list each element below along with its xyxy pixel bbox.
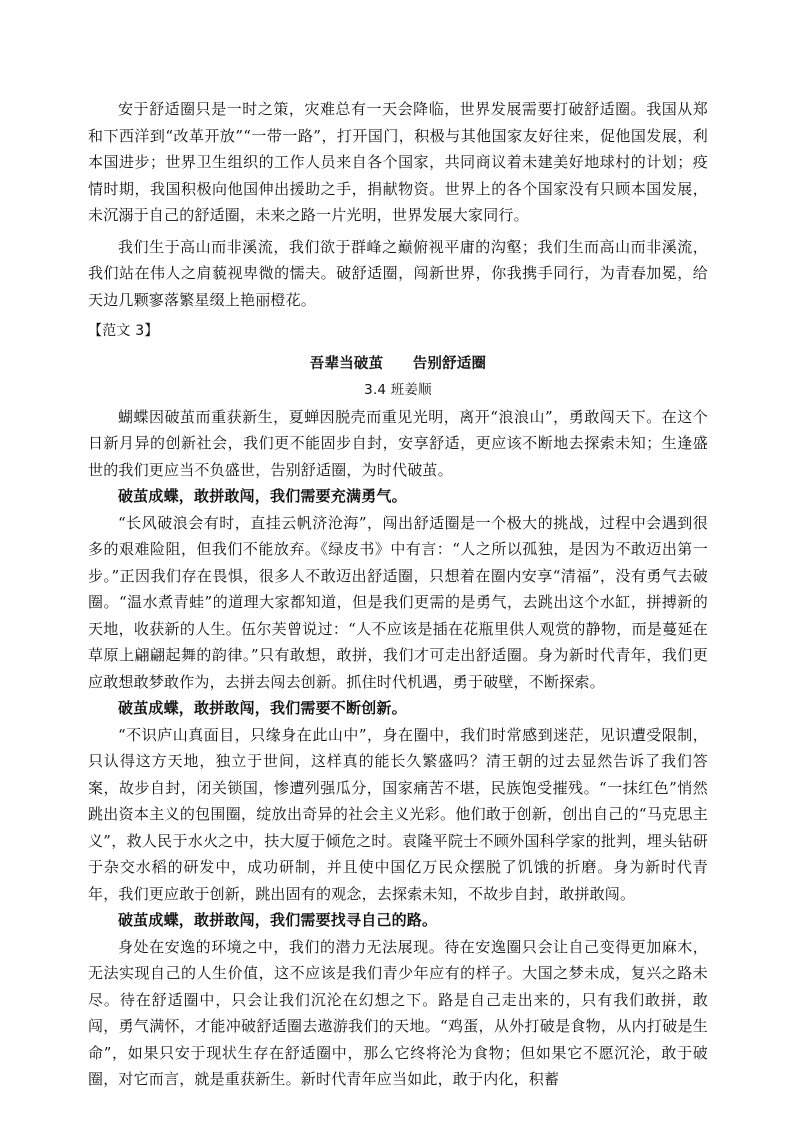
paragraph: 安于舒适圈只是一时之策，灾难总有一天会降临，世界发展需要打破舒适圈。我国从郑和下西洋到“改革开放”“一带一路”，打开国门，积极与其他国家友好往来，促他国发展，利本国进步；世界卫生组织的工作人员来自各个国家，共同商议着未建美好地球村的计划；疫情时期，我国积极向他国伸出援助之手，捐献物资。世界上的各个国家没有只顾本国发展，未沉溺于自己的舒适圈，未来之路一片光明，世界发展大家同行。 <box>88 100 708 224</box>
subheading: 破茧成蝶，敢拼敢闯，我们需要找寻自己的路。 <box>118 911 438 929</box>
author-line: 3.4 班姜顺 <box>364 382 432 398</box>
paragraph: 身处在安逸的环境之中，我们的潜力无法展现。待在安逸圈只会让自己变得更加麻木，无法实现自己的人生价值，这不应该是我们青少年应有的样子。大国之梦未成，复兴之路未尽。待在舒适圈中，只会让我们沉沦在幻想之下。路是自己走出来的，只有我们敢拼，敢闯，勇气满怀，才能冲破舒适圈去遨游我们的天地。“鸡蛋，从外打破是食物，从内打破是生命”，如果只安于现状生存在舒适圈中，那么它终将沦为食物；但如果它不愿沉沦，敢于破圈，对它而言，就是重获新生。新时代青年应当如此，敢于内化，积蓄 <box>88 937 708 1088</box>
paragraph: 蝴蝶因破茧而重获新生，夏蝉因脱壳而重见光明，离开“浪浪山”，勇敢闯天下。在这个日新月异的创新社会，我们更不能固步自封，安享舒适，更应该不断地去探索未知；生逢盛世的我们更应当不负盛世，告别舒适圈，为时代破茧。 <box>88 407 708 479</box>
section-label: 【范文 3】 <box>88 323 159 339</box>
paragraph: “长风破浪会有时，直挂云帆济沧海”，闯出舒适圈是一个极大的挑战，过程中会遇到很多的艰难险阻，但我们不能放弃。《绿皮书》中有言：“人之所以孤独，是因为不敢迈出第一步。”正因我们存在畏惧，很多人不敢迈出舒适圈，只想着在圈内安享“清福”，没有勇气去破圈。“温水煮青蛙”的道理大家都知道，但是我们更需的是勇气，去跳出这个水缸，拼搏新的天地，收获新的人生。伍尔芙曾说过：“人不应该是插在花瓶里供人观赏的静物，而是蔓延在草原上翩翩起舞的韵律。”只有敢想，敢拼，我们才可走出舒适圈。身为新时代青年，我们更应敢想敢梦敢作为，去拼去闯去创新。抓住时代机遇，勇于破壁，不断探索。 <box>88 513 708 691</box>
subheading: 破茧成蝶，敢拼敢闯，我们需要充满勇气。 <box>118 487 407 505</box>
paragraph: “不识庐山真面目，只缘身在此山中”，身在圈中，我们时常感到迷茫，见识遭受限制，只认得这方天地，独立于世间，这样真的能长久繁盛吗？清王朝的过去显然告诉了我们答案，故步自封，闭关锁国，惨遭列强瓜分，国家痛苦不堪，民族饱受摧残。“一抹红色”悄然跳出资本主义的包围圈，绽放出奇异的社会主义光彩。他们敢于创新，创出自己的“马克思主义”，救人民于水火之中，扶大厦于倾危之时。袁隆平院士不顾外国科学家的批判，埋头钻研于杂交水稻的研发中，成功研制，并且使中国亿万民众摆脱了饥饿的折磨。身为新时代青年，我们更应敢于创新，跳出固有的观念，去探索未知，不故步自封，敢拼敢闯。 <box>88 725 708 903</box>
document-body <box>88 96 708 1093</box>
essay-title: 吾辈当破茧 告别舒适圈 <box>309 355 487 372</box>
subheading: 破茧成蝶，敢拼敢闯，我们需要不断创新。 <box>118 699 407 717</box>
paragraph: 我们生于高山而非溪流，我们欲于群峰之巅俯视平庸的沟壑；我们生而高山而非溪流，我们站在伟人之肩藐视卑微的懦夫。破舒适圈，闯新世界，你我携手同行，为青春加冕，给天边几颗寥落繁星缀上艳丽橙花。 <box>88 237 708 309</box>
